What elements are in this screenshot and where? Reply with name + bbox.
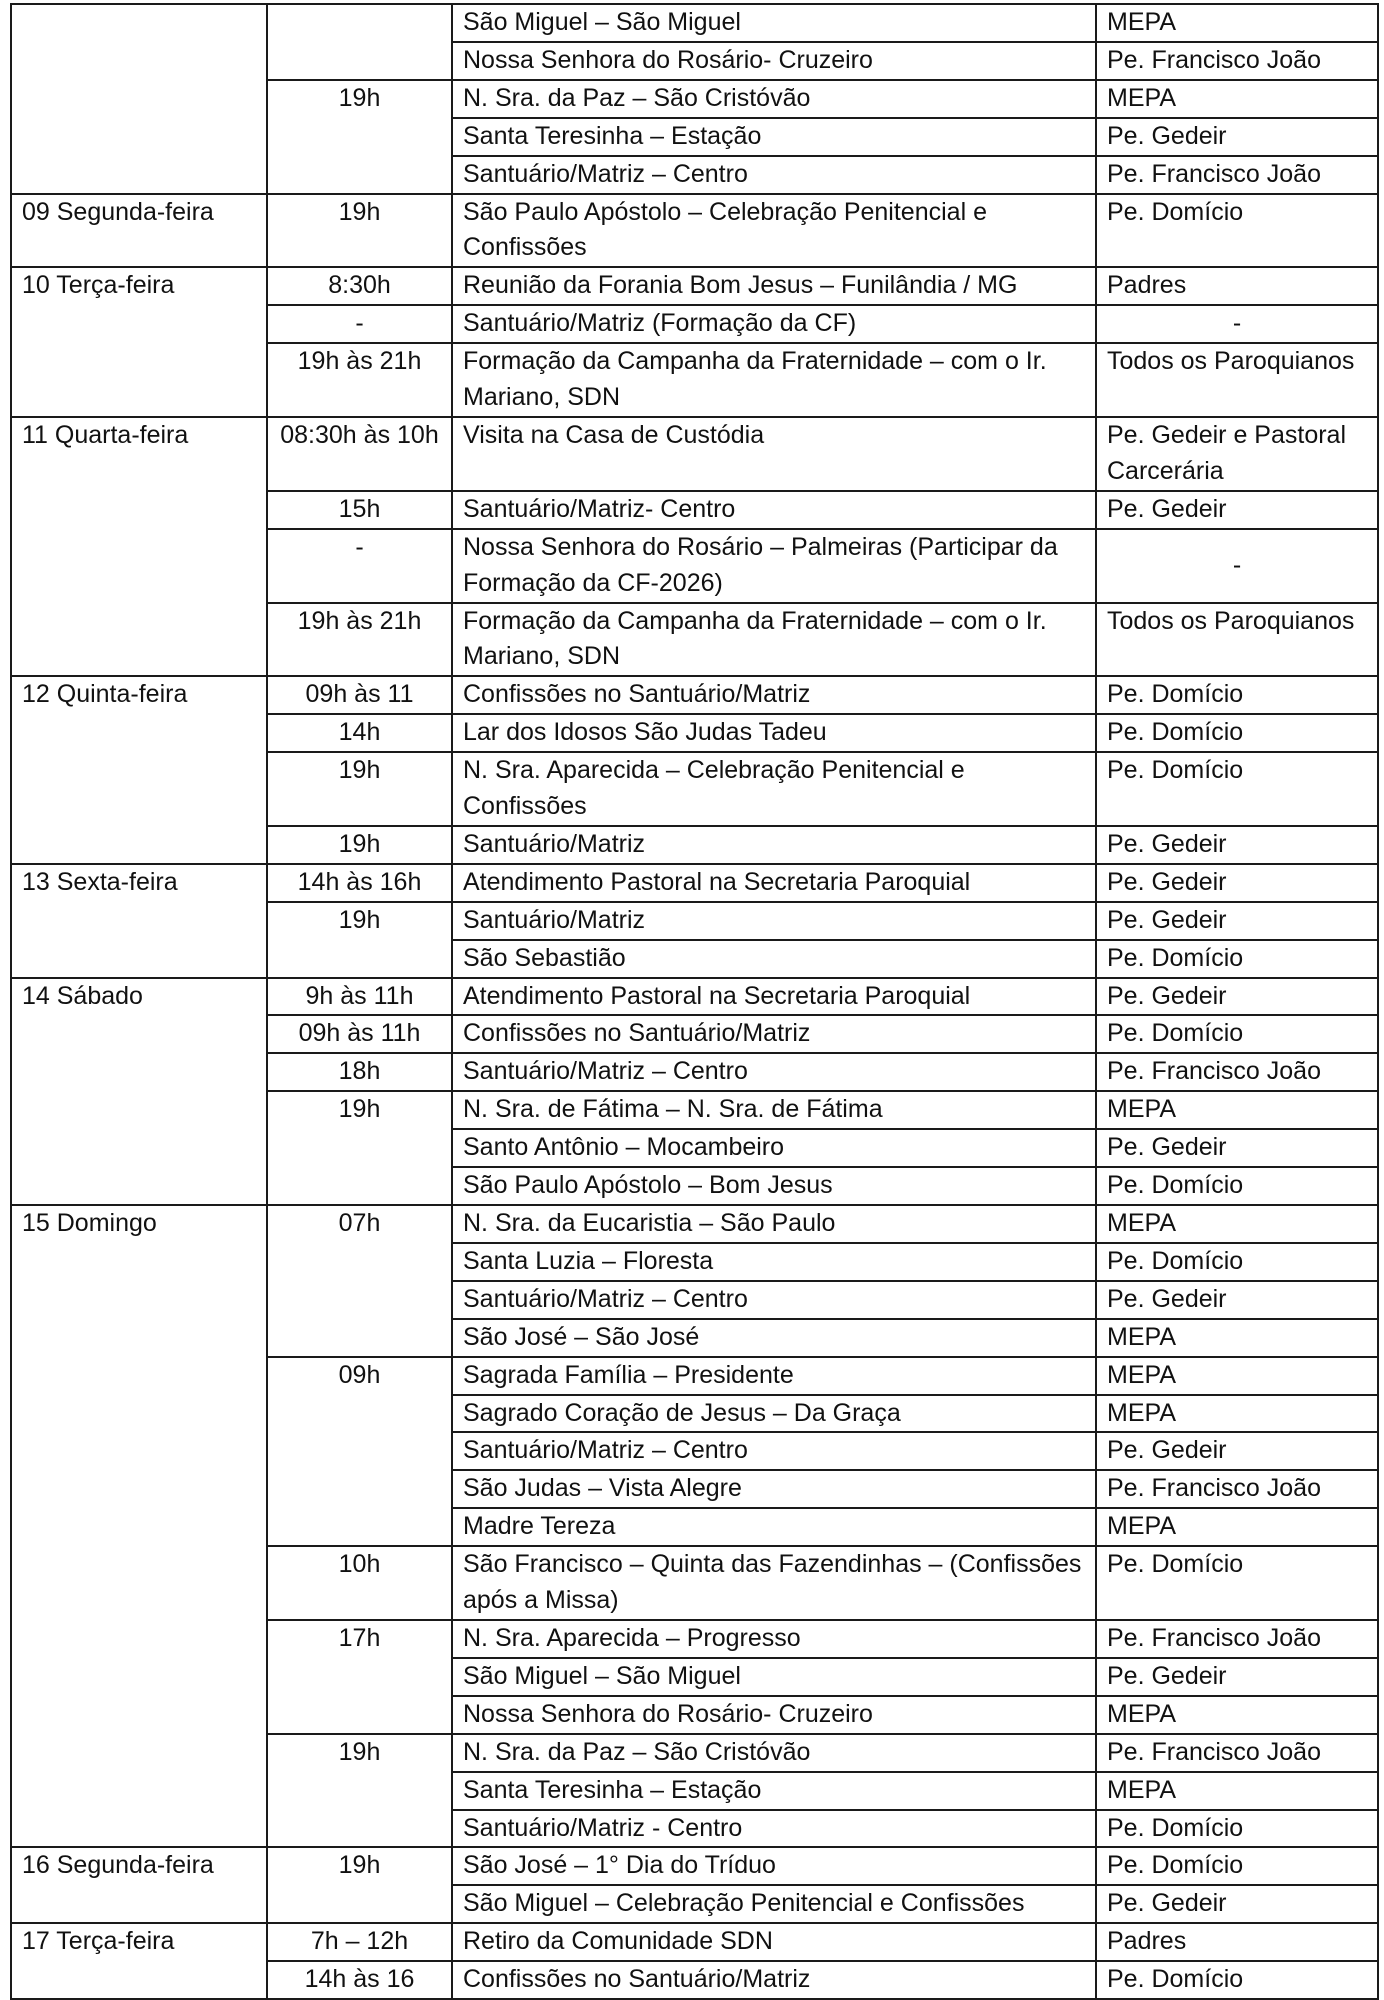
time-cell: 19h [267,1847,452,1923]
activity-cell: Santo Antônio – Mocambeiro [452,1129,1096,1167]
day-cell: 09 Segunda-feira [11,194,267,268]
time-cell: 17h [267,1620,452,1734]
responsible-cell: Todos os Paroquianos [1096,343,1378,417]
responsible-cell: Pe. Gedeir [1096,1885,1378,1923]
activity-cell: Nossa Senhora do Rosário- Cruzeiro [452,1696,1096,1734]
time-cell: 15h [267,491,452,529]
responsible-cell: Pe. Domício [1096,194,1378,268]
responsible-cell: Todos os Paroquianos [1096,603,1378,677]
activity-cell: Santuário/Matriz – Centro [452,1432,1096,1470]
responsible-cell: Padres [1096,1923,1378,1961]
time-cell: 09h [267,1357,452,1547]
activity-cell: Santuário/Matriz – Centro [452,1053,1096,1091]
time-cell: 19h [267,1734,452,1848]
activity-cell: Santuário/Matriz – Centro [452,1281,1096,1319]
responsible-cell: Pe. Gedeir [1096,826,1378,864]
time-cell: 9h às 11h [267,978,452,1016]
responsible-cell: - [1096,305,1378,343]
time-cell: 19h [267,1091,452,1205]
time-cell: 14h às 16 [267,1961,452,1999]
responsible-cell: Pe. Francisco João [1096,1620,1378,1658]
activity-cell: São José – 1° Dia do Tríduo [452,1847,1096,1885]
responsible-cell: Pe. Domício [1096,752,1378,826]
activity-cell: Sagrado Coração de Jesus – Da Graça [452,1395,1096,1433]
day-cell: 15 Domingo [11,1205,267,1847]
time-cell: 19h às 21h [267,343,452,417]
day-cell: 12 Quinta-feira [11,676,267,864]
time-cell: 19h [267,752,452,826]
activity-cell: N. Sra. de Fátima – N. Sra. de Fátima [452,1091,1096,1129]
activity-cell: São Miguel – Celebração Penitencial e Confissões [452,1885,1096,1923]
time-cell: 19h [267,902,452,978]
activity-cell: Nossa Senhora do Rosário – Palmeiras (Participar da Formação da CF-2026) [452,529,1096,603]
activity-cell: Santuário/Matriz [452,826,1096,864]
activity-cell: Santuário/Matriz - Centro [452,1810,1096,1848]
time-cell [267,4,452,80]
responsible-cell: Pe. Gedeir [1096,1129,1378,1167]
activity-cell: N. Sra. da Eucaristia – São Paulo [452,1205,1096,1243]
responsible-cell: Pe. Domício [1096,1847,1378,1885]
activity-cell: Madre Tereza [452,1508,1096,1546]
activity-cell: Santa Luzia – Floresta [452,1243,1096,1281]
activity-cell: Formação da Campanha da Fraternidade – com o Ir. Mariano, SDN [452,343,1096,417]
responsible-cell: MEPA [1096,1091,1378,1129]
responsible-cell: Pe. Francisco João [1096,156,1378,194]
time-cell: 19h [267,826,452,864]
activity-cell: Atendimento Pastoral na Secretaria Paroquial [452,864,1096,902]
activity-cell: São José – São José [452,1319,1096,1357]
time-cell: 09h às 11 [267,676,452,714]
responsible-cell: Pe. Francisco João [1096,1470,1378,1508]
time-cell: 14h às 16h [267,864,452,902]
table-row [11,194,1378,268]
table-row [11,417,1378,491]
responsible-cell: MEPA [1096,1357,1378,1395]
time-cell: 08:30h às 10h [267,417,452,491]
activity-cell: Retiro da Comunidade SDN [452,1923,1096,1961]
responsible-cell: Pe. Gedeir [1096,978,1378,1016]
table-row [11,1205,1378,1243]
activity-cell: Lar dos Idosos São Judas Tadeu [452,714,1096,752]
activity-cell: Visita na Casa de Custódia [452,417,1096,491]
responsible-cell: Pe. Gedeir [1096,902,1378,940]
day-cell [11,4,267,194]
activity-cell: Reunião da Forania Bom Jesus – Funilândia / MG [452,267,1096,305]
activity-cell: Santuário/Matriz – Centro [452,156,1096,194]
responsible-cell: Pe. Domício [1096,1810,1378,1848]
activity-cell: São Paulo Apóstolo – Celebração Penitencial e Confissões [452,194,1096,268]
activity-cell: Santuário/Matriz- Centro [452,491,1096,529]
responsible-cell: Pe. Domício [1096,714,1378,752]
day-cell: 14 Sábado [11,978,267,1205]
activity-cell: Confissões no Santuário/Matriz [452,1015,1096,1053]
time-cell: - [267,529,452,603]
activity-cell: Santuário/Matriz [452,902,1096,940]
time-cell: 19h às 21h [267,603,452,677]
activity-cell: Sagrada Família – Presidente [452,1357,1096,1395]
table-row [11,4,1378,42]
time-cell: 14h [267,714,452,752]
activity-cell: São Francisco – Quinta das Fazendinhas – (Confissões após a Missa) [452,1546,1096,1620]
activity-cell: Nossa Senhora do Rosário- Cruzeiro [452,42,1096,80]
activity-cell: São Judas – Vista Alegre [452,1470,1096,1508]
activity-cell: N. Sra. da Paz – São Cristóvão [452,1734,1096,1772]
day-cell: 13 Sexta-feira [11,864,267,978]
activity-cell: São Miguel – São Miguel [452,1658,1096,1696]
day-cell: 17 Terça-feira [11,1923,267,1999]
day-cell: 10 Terça-feira [11,267,267,417]
activity-cell: Santuário/Matriz (Formação da CF) [452,305,1096,343]
responsible-cell: Pe. Gedeir [1096,1658,1378,1696]
responsible-cell: Pe. Domício [1096,1961,1378,1999]
responsible-cell: Pe. Gedeir [1096,864,1378,902]
responsible-cell: Pe. Gedeir e Pastoral Carcerária [1096,417,1378,491]
day-cell: 16 Segunda-feira [11,1847,267,1923]
activity-cell: Confissões no Santuário/Matriz [452,1961,1096,1999]
table-row [11,676,1378,714]
table-row [11,1847,1378,1885]
responsible-cell: MEPA [1096,1772,1378,1810]
activity-cell: Confissões no Santuário/Matriz [452,676,1096,714]
activity-cell: São Paulo Apóstolo – Bom Jesus [452,1167,1096,1205]
responsible-cell: Pe. Domício [1096,1243,1378,1281]
responsible-cell: MEPA [1096,80,1378,118]
time-cell: - [267,305,452,343]
activity-cell: São Sebastião [452,940,1096,978]
responsible-cell: Pe. Francisco João [1096,1053,1378,1091]
time-cell: 19h [267,194,452,268]
responsible-cell: Pe. Domício [1096,1546,1378,1620]
responsible-cell: Pe. Domício [1096,940,1378,978]
activity-cell: N. Sra. Aparecida – Celebração Penitencial e Confissões [452,752,1096,826]
responsible-cell: MEPA [1096,1696,1378,1734]
time-cell: 09h às 11h [267,1015,452,1053]
activity-cell: São Miguel – São Miguel [452,4,1096,42]
table-row [11,267,1378,305]
time-cell: 19h [267,80,452,194]
activity-cell: N. Sra. da Paz – São Cristóvão [452,80,1096,118]
table-row [11,1923,1378,1961]
responsible-cell: Pe. Francisco João [1096,42,1378,80]
time-cell: 07h [267,1205,452,1357]
activity-cell: Santa Teresinha – Estação [452,1772,1096,1810]
responsible-cell: Pe. Gedeir [1096,1281,1378,1319]
time-cell: 7h – 12h [267,1923,452,1961]
responsible-cell: Pe. Francisco João [1096,1734,1378,1772]
responsible-cell: MEPA [1096,1508,1378,1546]
responsible-cell: Pe. Domício [1096,1015,1378,1053]
responsible-cell: Pe. Gedeir [1096,1432,1378,1470]
time-cell: 10h [267,1546,452,1620]
responsible-cell: Pe. Domício [1096,1167,1378,1205]
responsible-cell: - [1096,529,1378,603]
responsible-cell: Pe. Gedeir [1096,491,1378,529]
responsible-cell: Pe. Domício [1096,676,1378,714]
activity-cell: Formação da Campanha da Fraternidade – com o Ir. Mariano, SDN [452,603,1096,677]
time-cell: 8:30h [267,267,452,305]
schedule-table [10,3,1379,2000]
day-cell: 11 Quarta-feira [11,417,267,676]
table-row [11,864,1378,902]
table-row [11,978,1378,1016]
activity-cell: Santa Teresinha – Estação [452,118,1096,156]
activity-cell: Atendimento Pastoral na Secretaria Paroquial [452,978,1096,1016]
responsible-cell: MEPA [1096,4,1378,42]
responsible-cell: Padres [1096,267,1378,305]
responsible-cell: MEPA [1096,1395,1378,1433]
time-cell: 18h [267,1053,452,1091]
responsible-cell: Pe. Gedeir [1096,118,1378,156]
responsible-cell: MEPA [1096,1319,1378,1357]
responsible-cell: MEPA [1096,1205,1378,1243]
activity-cell: N. Sra. Aparecida – Progresso [452,1620,1096,1658]
